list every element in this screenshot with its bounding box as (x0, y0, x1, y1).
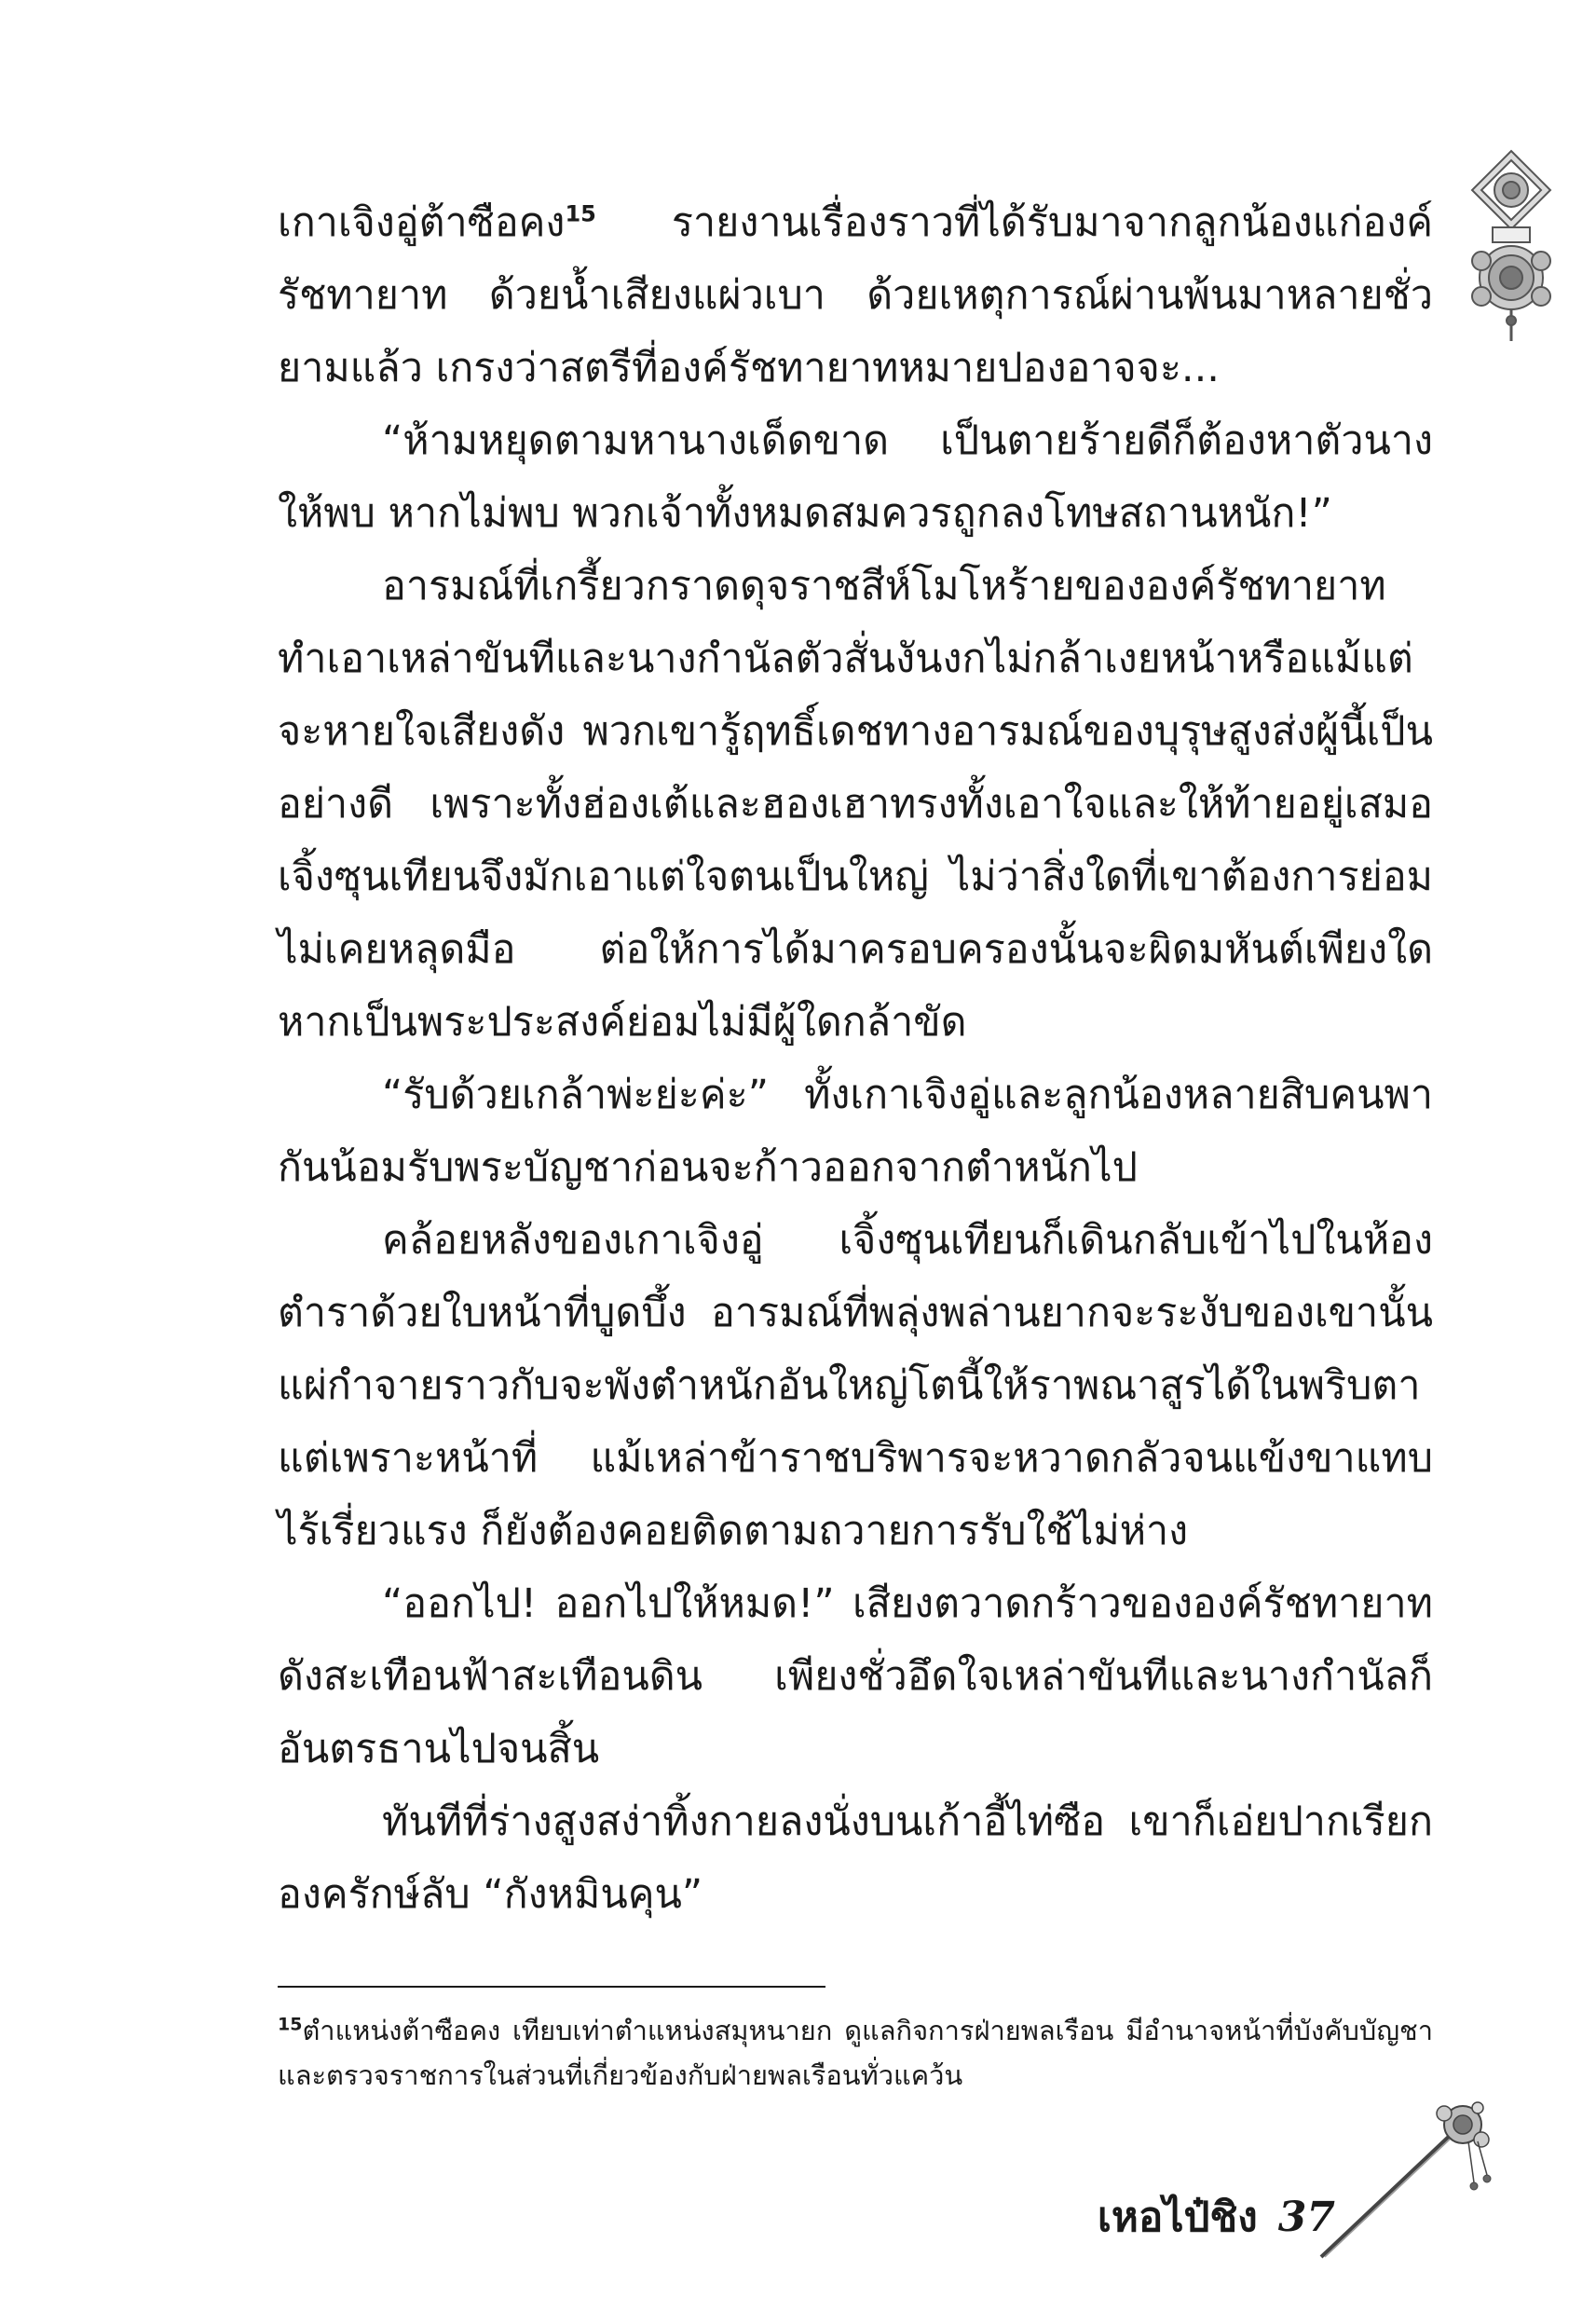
footnote-text: ตำแหน่งต้าซือคง เทียบเท่าตำแหน่งสมุหนายก ดูแลกิจการฝ่ายพลเรือน มีอำนาจหน้าที่บังคับบัญชาและตรวจราชการในส่วนที่เกี่ยวข้องกับฝ่ายพลเรือนทั่วแคว้น (278, 2015, 1433, 2091)
paragraph-6: “ออกไป! ออกไปให้หมด!” เสียงตวาดกร้าวขององค์รัชทายาทดังสะเทือนฟ้าสะเทือนดิน เพียงชั่วอึดใจเหล่าขันทีและนางกำนัลก็อันตรธานไปจนสิ้น (278, 1580, 1433, 1772)
footnote-ref-15: 15 (565, 200, 596, 227)
paragraph-7: ทันทีที่ร่างสูงสง่าทิ้งกายลงนั่งบนเก้าอี้ไท่ซือ เขาก็เอ่ยปากเรียกองครักษ์ลับ “กังหมินคุน” (278, 1798, 1433, 1918)
footnote-divider (278, 1986, 825, 1988)
page-footer (1098, 2184, 1335, 2249)
footnote-marker: 15 (278, 2014, 303, 2035)
running-title: เหอไป๋ชิง (1097, 2194, 1258, 2241)
page-number: 37 (1277, 2194, 1335, 2241)
paragraph-4: “รับด้วยเกล้าพ่ะย่ะค่ะ” ทั้งเกาเจิงอู่และลูกน้องหลายสิบคนพากันน้อมรับพระบัญชาก่อนจะก้าวออกจากตำหนักไป (278, 1072, 1433, 1191)
paragraph-1 (278, 186, 1433, 404)
paragraph-3: อารมณ์ที่เกรี้ยวกราดดุจราชสีห์โมโหร้ายขององค์รัชทายาททำเอาเหล่าขันทีและนางกำนัลตัวสั่นงันงกไม่กล้าเงยหน้าหรือแม้แต่จะหายใจเสียงดัง พวกเขารู้ฤทธิ์เดชทางอารมณ์ของบุรุษสูงส่งผู้นี้เป็นอย่างดี เพราะทั้งฮ่องเต้และฮองเฮาทรงทั้งเอาใจและให้ท้ายอยู่เสมอ เจิ้งซุนเทียนจึงมักเอาแต่ใจตนเป็นใหญ่ ไม่ว่าสิ่งใดที่เขาต้องการย่อมไม่เคยหลุดมือ ต่อให้การได้มาครอบครองนั้นจะผิดมหันต์เพียงใด หากเป็นพระประสงค์ย่อมไม่มีผู้ใดกล้าขัด (278, 563, 1433, 1046)
body-text (278, 186, 1433, 1931)
ornamental-medallion-icon (1465, 149, 1558, 345)
paragraph-5: คล้อยหลังของเกาเจิงอู่ เจิ้งซุนเทียนก็เดินกลับเข้าไปในห้องตำราด้วยใบหน้าที่บูดบึ้ง อารมณ์ที่พลุ่งพล่านยากจะระงับของเขานั้นแผ่กำจายราวกับจะพังตำหนักอันใหญ่โตนี้ให้ราพณาสูรได้ในพริบตา แต่เพราะหน้าที่ แม้เหล่าข้าราชบริพารจะหวาดกลัวจนแข้งขาแทบไร้เรี่ยวแรง ก็ยังต้องคอยติดตามถวายการรับใช้ไม่ห่าง (278, 1217, 1433, 1554)
hairpin-icon (1314, 2097, 1500, 2264)
paragraph-2: “ห้ามหยุดตามหานางเด็ดขาด เป็นตายร้ายดีก็ต้องหาตัวนางให้พบ หากไม่พบ พวกเจ้าทั้งหมดสมควรถูกลงโทษสถานหนัก!” (278, 417, 1433, 537)
paragraph-1-text-a: เกาเจิงอู่ต้าซือคง (278, 199, 566, 246)
paragraph-1-text-b: รายงานเรื่องราวที่ได้รับมาจากลูกน้องแก่องค์รัชทายาท ด้วยน้ำเสียงแผ่วเบา ด้วยเหตุการณ์ผ่านพ้นมาหลายชั่วยามแล้ว เกรงว่าสตรีที่องค์รัชทายาทหมายปองอาจจะ... (278, 199, 1433, 391)
footnote (278, 2008, 1433, 2098)
